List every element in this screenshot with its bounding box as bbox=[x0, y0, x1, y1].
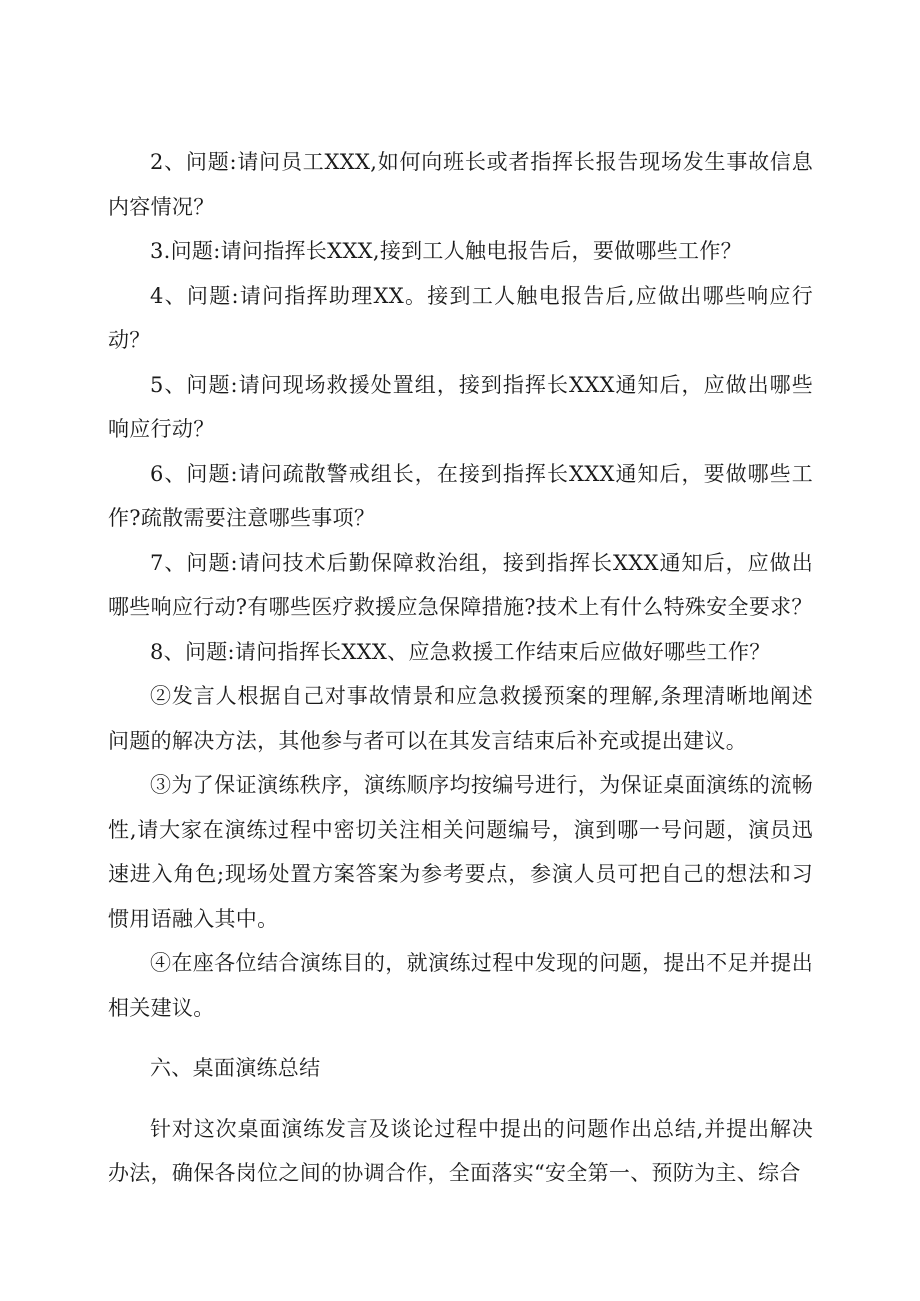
paragraph-attendee-suggestions: ④在座各位结合演练目的，就演练过程中发现的问题，提出不足并提出相关建议。 bbox=[108, 951, 813, 1020]
paragraph-question-7: 7、问题:请问技术后勤保障救治组，接到指挥长XXX通知后，应做出哪些响应行动?有哪些医疗救援应急保障措施?技术上有什么特殊安全要求？ bbox=[108, 550, 813, 619]
paragraph-summary: 针对这次桌面演练发言及谈论过程中提出的问题作出总结,并提出解决办法，确保各岗位之间的协调合作，全面落实“安全第一、预防为主、综合 bbox=[108, 1116, 813, 1185]
section-heading: 六、桌面演练总结 bbox=[150, 1056, 321, 1080]
paragraph-drill-order: ③为了保证演练秩序，演练顺序均按编号进行，为保证桌面演练的流畅性,请大家在演练过程中密切关注相关问题编号，演到哪一号问题，演员迅速进入角色;现场处置方案答案为参考要点，参演人员可把自己的想法和习惯用语融入其中。 bbox=[108, 773, 813, 931]
paragraph-question-8: 8、问题:请问指挥长XXX、应急救援工作结束后应做好哪些工作？ bbox=[150, 639, 771, 664]
document-body bbox=[108, 140, 813, 1196]
paragraph-question-5: 5、问题:请问现场救援处置组，接到指挥长XXX通知后，应做出哪些响应行动？ bbox=[108, 372, 813, 441]
paragraph-speaker-guidance: ②发言人根据自己对事故情景和应急救援预案的理解,条理清晰地阐述问题的解决方法，其他参与者可以在其发言结束后补充或提出建议。 bbox=[108, 684, 813, 753]
paragraph-question-2: 2、问题:请问员工XXX,如何向班长或者指挥长报告现场发生事故信息内容情况？ bbox=[108, 150, 813, 219]
paragraph-question-4: 4、问题:请问指挥助理XX。接到工人触电报告后,应做出哪些响应行动？ bbox=[108, 283, 813, 352]
paragraph-question-3: 3.问题:请问指挥长XXX,接到工人触电报告后，要做哪些工作？ bbox=[150, 239, 742, 263]
paragraph-question-6: 6、问题:请问疏散警戒组长，在接到指挥长XXX通知后，要做哪些工作?疏散需要注意哪些事项？ bbox=[108, 461, 813, 530]
